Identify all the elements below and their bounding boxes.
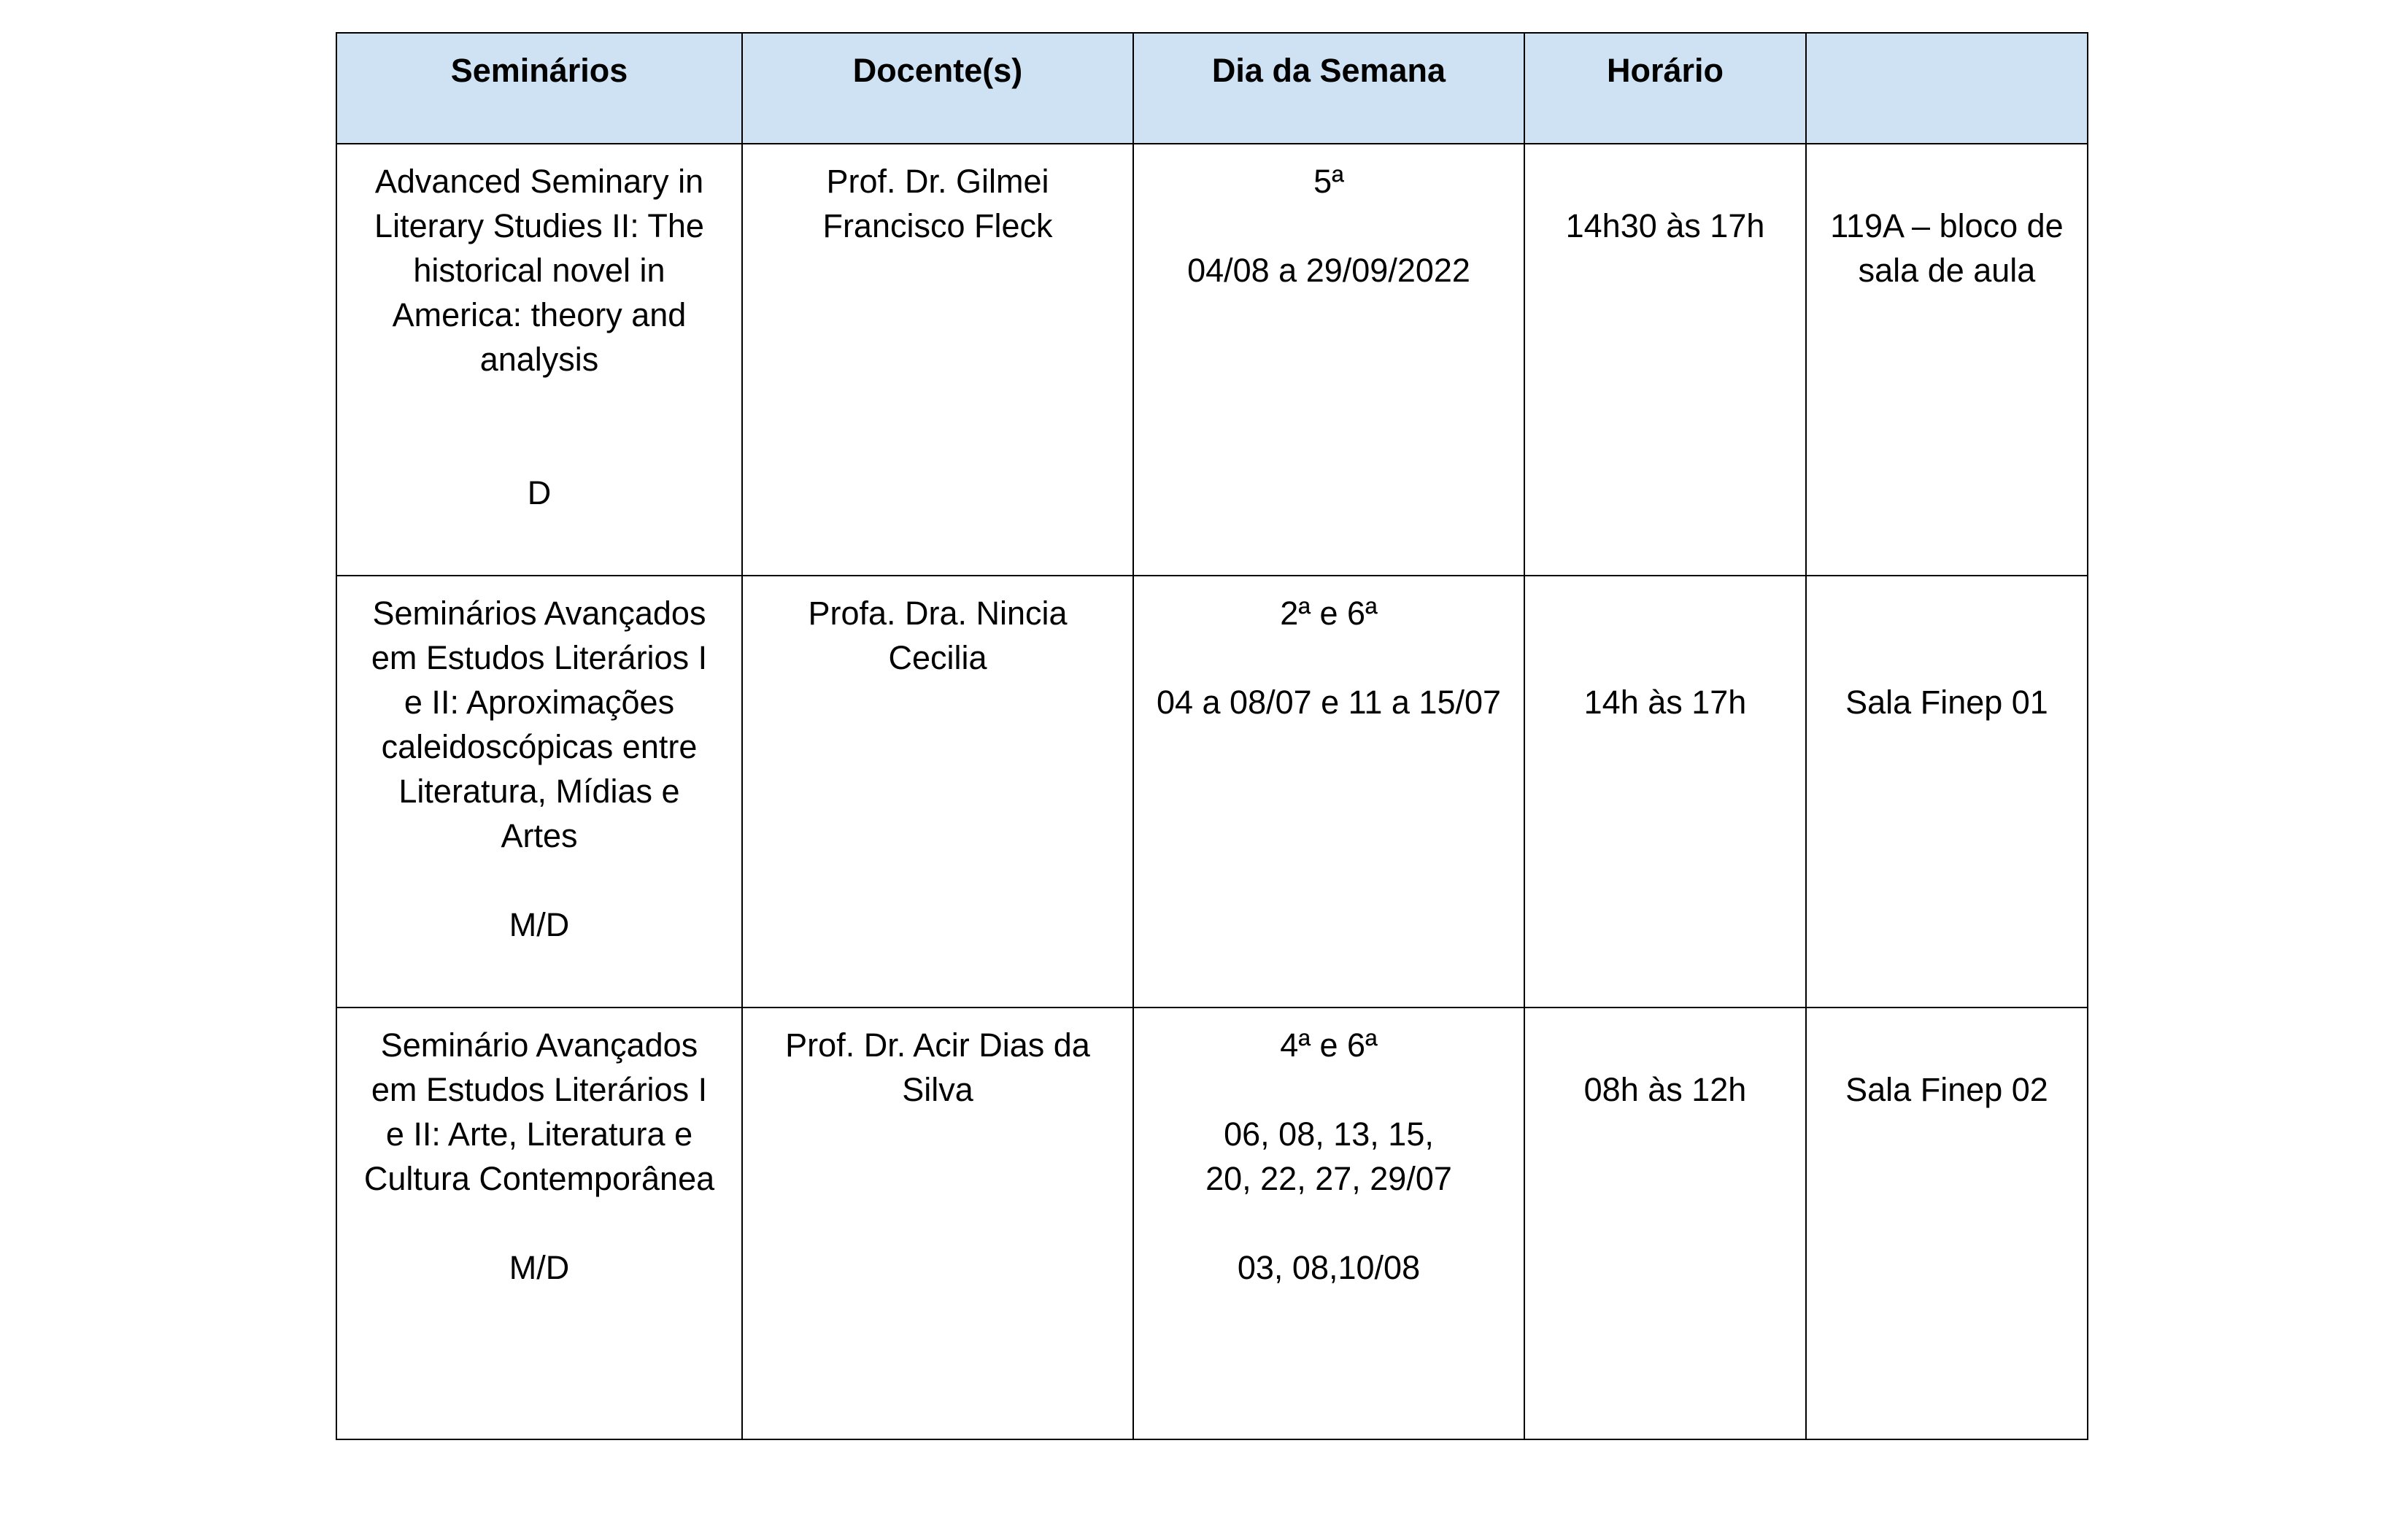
date-list-line: 03, 08,10/08 xyxy=(1237,1249,1421,1286)
seminar-title-line: Seminário Avançados xyxy=(380,1026,698,1064)
header-docentes: Docente(s) xyxy=(742,33,1133,144)
seminar-title-line: Cultura Contemporânea xyxy=(363,1160,715,1197)
table-row xyxy=(336,144,2088,576)
weekday: 5ª xyxy=(1313,163,1344,200)
table-header-row xyxy=(336,33,2088,144)
room-cell xyxy=(1806,144,2088,576)
header-seminarios: Seminários xyxy=(336,33,742,144)
seminar-title-line: Advanced Seminary in xyxy=(374,163,704,200)
seminar-title-line: America: theory and xyxy=(392,296,687,333)
seminar-schedule-table xyxy=(336,32,2088,1440)
seminar-level: D xyxy=(527,474,552,511)
teacher-name-line: Profa. Dra. Nincia xyxy=(808,595,1068,632)
seminar-title-line: analysis xyxy=(479,341,599,378)
seminar-title-line: e II: Arte, Literatura e xyxy=(385,1115,693,1153)
teacher-name-line: Prof. Dr. Acir Dias da xyxy=(785,1026,1090,1064)
teacher-cell xyxy=(742,144,1133,576)
header-dia-da-semana: Dia da Semana xyxy=(1133,33,1524,144)
header-horario: Horário xyxy=(1524,33,1806,144)
time-range: 14h às 17h xyxy=(1583,684,1747,721)
weekday: 4ª e 6ª xyxy=(1280,1026,1378,1064)
table-row xyxy=(336,576,2088,1008)
room-line: sala de aula xyxy=(1858,252,2036,289)
schedule-table-container xyxy=(336,32,2087,1440)
header-sala xyxy=(1806,33,2088,144)
seminar-level: M/D xyxy=(509,1249,570,1286)
seminar-title-line: em Estudos Literários I xyxy=(371,639,708,676)
teacher-name-line: Cecilia xyxy=(888,639,987,676)
teacher-name-line: Francisco Fleck xyxy=(822,207,1053,244)
seminar-title-line: Seminários Avançados xyxy=(372,595,706,632)
seminar-cell xyxy=(336,144,742,576)
seminar-title-line: historical novel in xyxy=(413,252,665,289)
seminar-title-line: em Estudos Literários I xyxy=(371,1071,708,1108)
weekday: 2ª e 6ª xyxy=(1280,595,1378,632)
date-range: 04/08 a 29/09/2022 xyxy=(1187,252,1470,289)
seminar-title-line: Literary Studies II: The xyxy=(374,207,704,244)
room-cell xyxy=(1806,1008,2088,1439)
day-cell xyxy=(1133,1008,1524,1439)
date-list-line: 20, 22, 27, 29/07 xyxy=(1205,1160,1452,1197)
seminar-title-line: Artes xyxy=(501,817,578,854)
room-line: Sala Finep 02 xyxy=(1845,1071,2048,1108)
seminar-cell xyxy=(336,576,742,1008)
teacher-cell xyxy=(742,576,1133,1008)
date-range: 04 a 08/07 e 11 a 15/07 xyxy=(1156,684,1502,721)
table-row xyxy=(336,1008,2088,1439)
date-list-line: 06, 08, 13, 15, xyxy=(1224,1115,1434,1153)
time-cell xyxy=(1524,144,1806,576)
teacher-name-line: Silva xyxy=(902,1071,973,1108)
room-line: 119A – bloco de xyxy=(1830,207,2064,244)
day-cell xyxy=(1133,144,1524,576)
teacher-name-line: Prof. Dr. Gilmei xyxy=(826,163,1049,200)
time-cell xyxy=(1524,1008,1806,1439)
seminar-cell xyxy=(336,1008,742,1439)
seminar-title-line: Literatura, Mídias e xyxy=(398,773,680,810)
room-line: Sala Finep 01 xyxy=(1845,684,2048,721)
time-cell xyxy=(1524,576,1806,1008)
seminar-title-line: caleidoscópicas entre xyxy=(381,728,698,765)
day-cell xyxy=(1133,576,1524,1008)
seminar-title-line: e II: Aproximações xyxy=(404,684,675,721)
teacher-cell xyxy=(742,1008,1133,1439)
time-range: 14h30 às 17h xyxy=(1565,207,1765,244)
seminar-level: M/D xyxy=(509,906,570,943)
room-cell xyxy=(1806,576,2088,1008)
time-range: 08h às 12h xyxy=(1583,1071,1747,1108)
